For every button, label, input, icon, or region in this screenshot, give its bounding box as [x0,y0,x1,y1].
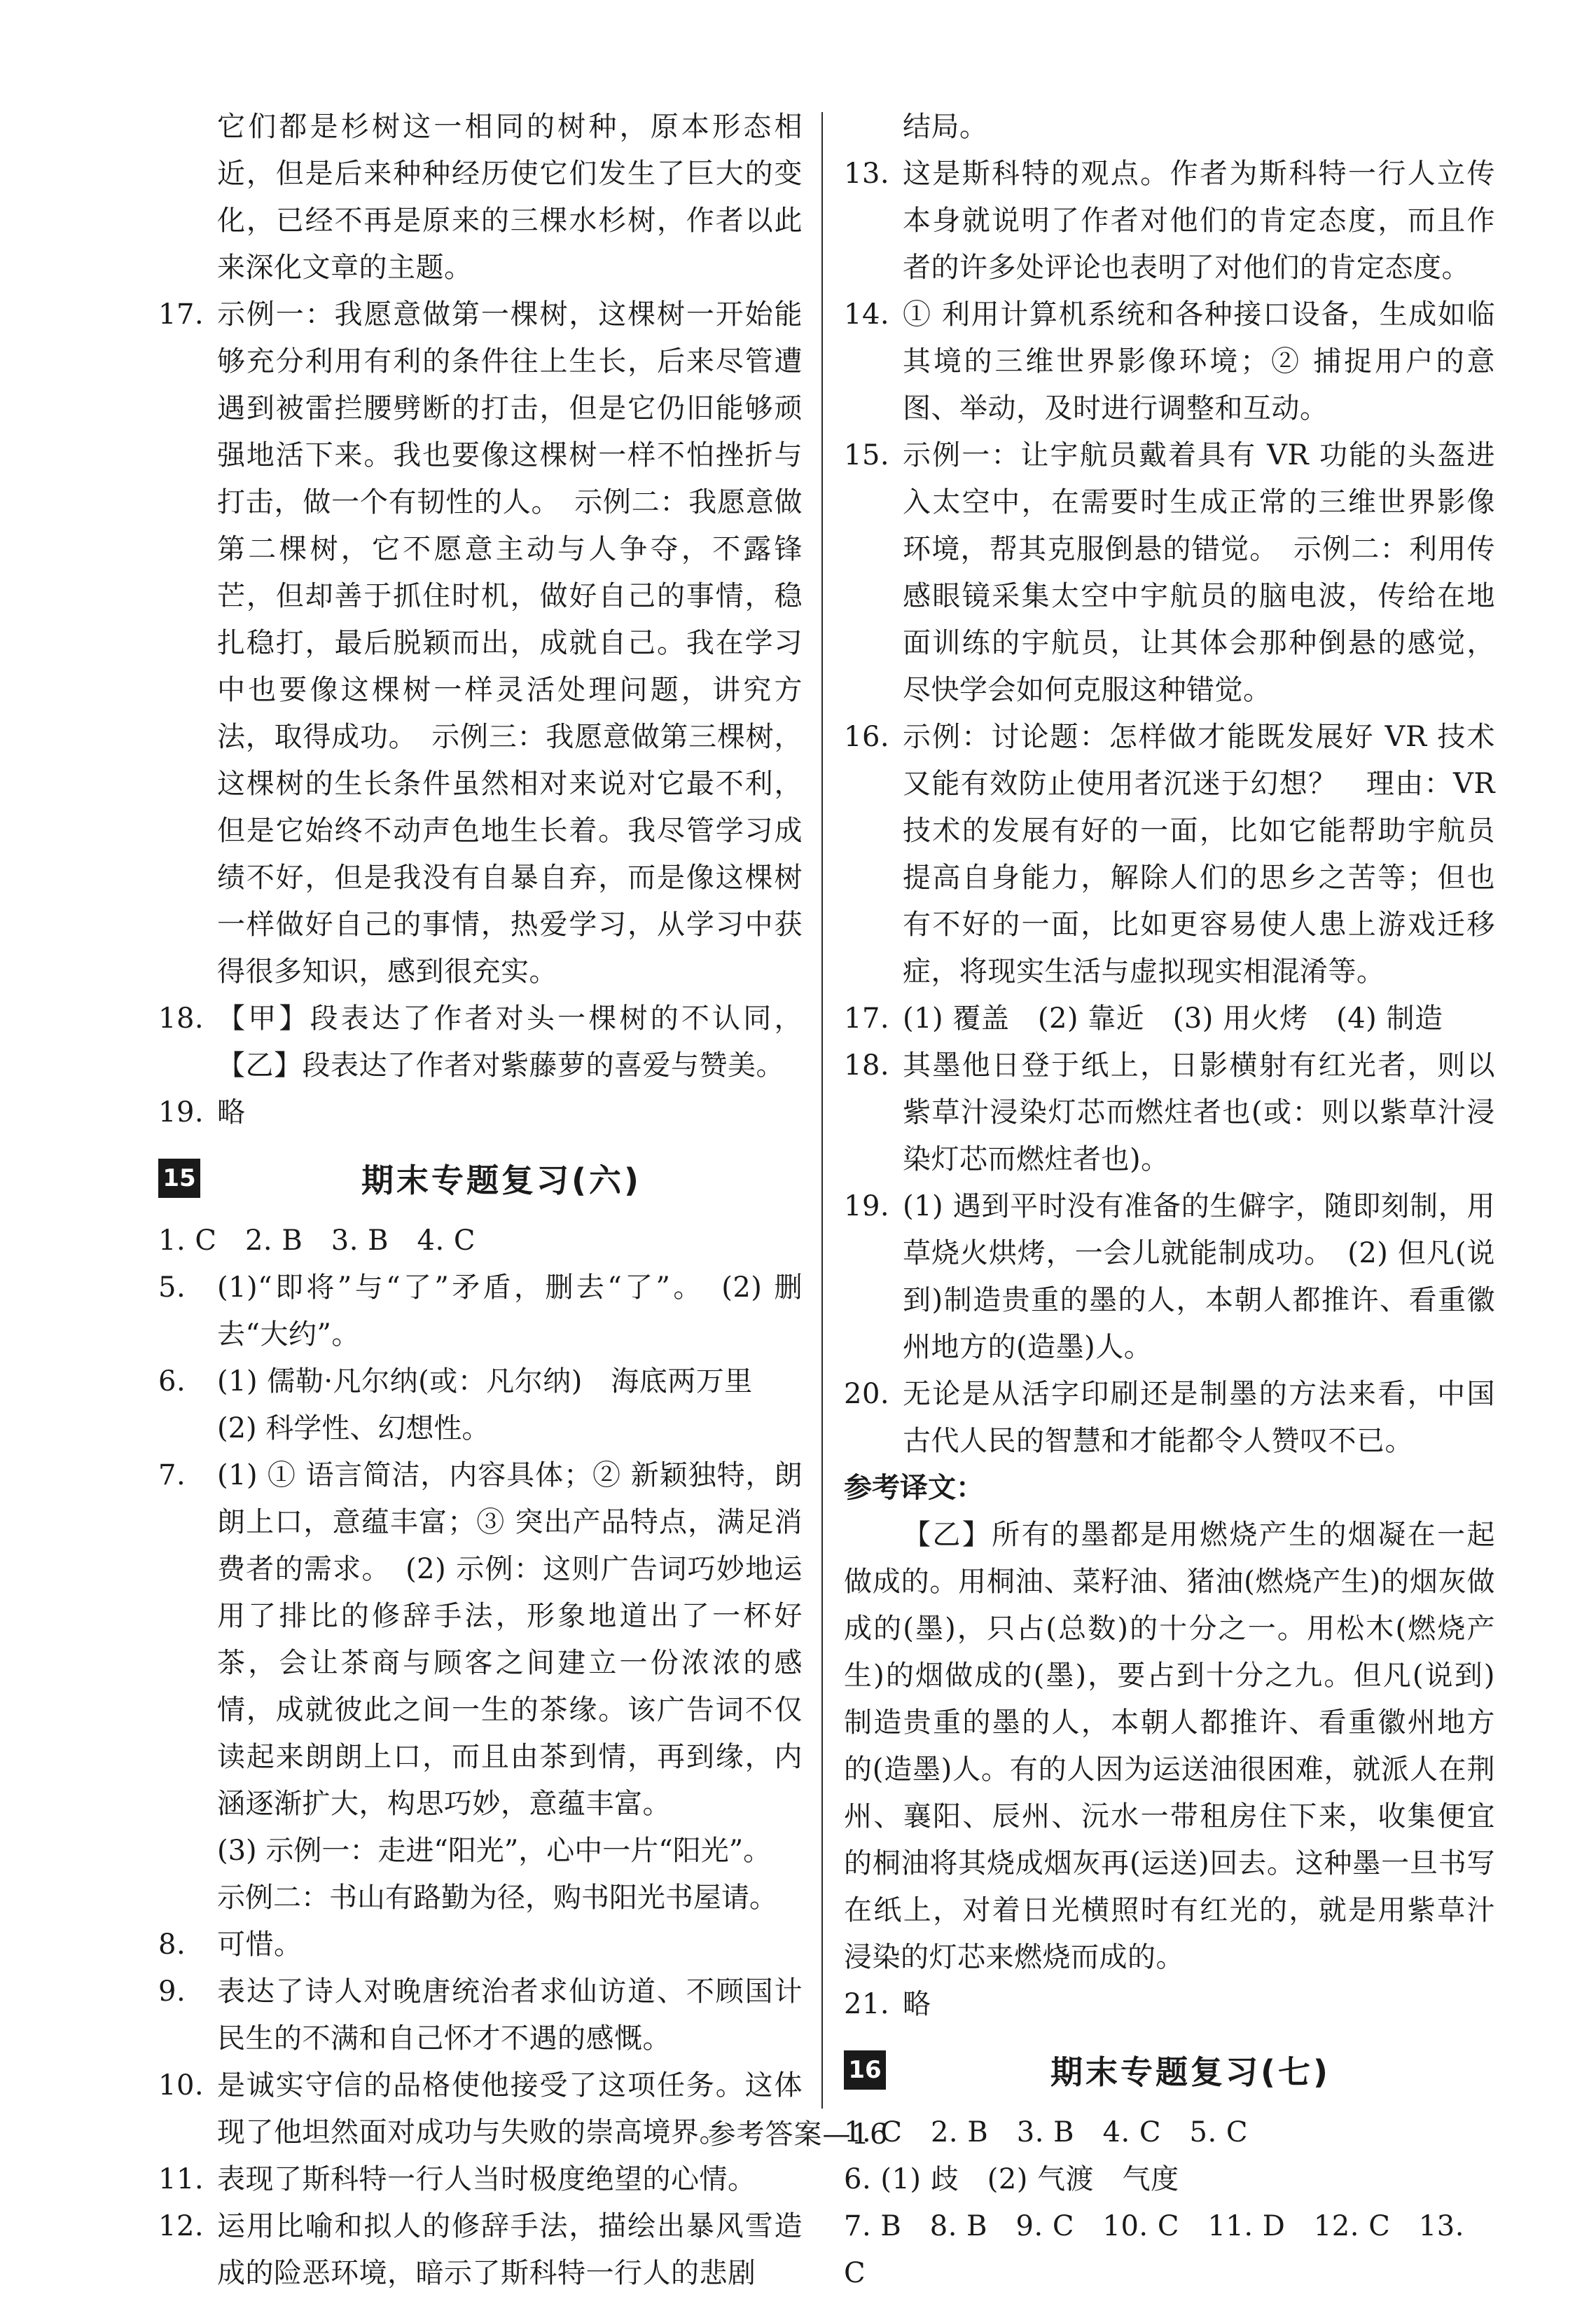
translation-label: 参考译文： [844,1472,984,1504]
item-text: (1) 覆盖 (2) 靠近 (3) 用火烤 (4) 制造 [903,1002,1443,1035]
section-title: 期末专题复习(六) [361,1161,642,1199]
item-number: 19. [158,1096,204,1129]
item-text: 示例一：我愿意做第一棵树，这棵树一开始能够充分利用有利的条件往上生长，后来尽管遭遇到被雷拦腰劈断的打击，但是它仍旧能够顽强地活下来。我也要像这棵树一样不怕挫折与打击，做一个有韧性的人。 示例二：我愿意做第二棵树，它不愿意主动与人争夺，不露锋芒，但却善于抓住时机，做好自己的事情，稳扎稳打，最后脱颖而出，成就自己。我在学习中也要像这棵树一样灵活处理问题，讲究方法，取得成功。 示例三：我愿意做第三棵树，这棵树的生长条件虽然相对来说对它最不利，但是它始终不动声色地生长着。我尽管学习成绩不好，但是我没有自暴自弃，而是像这棵树一样做好自己的事情，热爱学习，从学习中获得很多知识，感到很充实。 [217,298,803,988]
item-text: ① 利用计算机系统和各种接口设备，生成如临其境的三维世界影像环境；② 捕捉用户的意图、举动，及时进行调整和互动。 [903,298,1495,425]
item-number: 20. [844,1378,890,1410]
s15-choice-answers: 1. C 2. B 3. B 4. C [158,1225,476,1257]
item-number: 18. [158,1002,204,1035]
item-number: 19. [844,1190,890,1222]
item-text: 无论是从活字印刷还是制墨的方法来看，中国古代人民的智慧和才能都令人赞叹不已。 [903,1378,1495,1457]
item-number: 9. [158,1975,186,2008]
q16-continuation: 它们都是杉树这一相同的树种，原本形态相近，但是后来种种经历使它们发生了巨大的变化，已经不再是原来的三棵水杉树，作者以此来深化文章的主题。 [217,111,803,284]
item-number: 18. [844,1049,890,1082]
section-header-15 [158,1146,803,1210]
section-badge: 16 [844,2050,886,2090]
s15-answer-item-7 [158,1452,803,1828]
item-text: 表现了斯科特一行人当时极度绝望的心情。 [217,2163,756,2195]
item-number: 16. [844,721,890,753]
s15-answer-item-13 [844,151,1495,291]
item-text: 示例一：让宇航员戴着具有 VR 功能的头盔进入太空中，在需要时生成正常的三维世界影像环境，帮其克服倒悬的错觉。 示例二：利用传感眼镜采集太空中宇航员的脑电波，传给在地面训练的宇航员，让其体会那种倒悬的感觉，尽快学会如何克服这种错觉。 [903,439,1495,706]
s15-answer-item-14 [844,291,1495,432]
s15-answer-item-17 [844,995,1495,1042]
item-text: 其墨他日登于纸上，日影横射有红光者，则以紫草汁浸染灯芯而燃炷者也(或：则以紫草汁浸染灯芯而燃炷者也)。 [903,1049,1495,1175]
page-footer: 参考答案—16 [707,2118,889,2151]
item-text: 运用比喻和拟人的修辞手法，描绘出暴风雪造成的险恶环境，暗示了斯科特一行人的悲剧 [217,2210,803,2289]
item-text: (1) 遇到平时没有准备的生僻字，随即刻制，用草烧火烘烤，一会儿就能制成功。 (2) 但凡(说到)制造贵重的墨的人，本朝人都推许、看重徽州地方的(造墨)人。 [903,1190,1495,1363]
s15-answer-item-8 [158,1922,803,1968]
answer-item-19 [158,1089,803,1136]
item-number: 8. [158,1929,186,1961]
s15-answer-item-20 [844,1371,1495,1465]
item-text: 表达了诗人对晚唐统治者求仙访道、不顾国计民生的不满和自己怀才不遇的感慨。 [217,1975,803,2055]
item-number: 17. [844,1002,890,1035]
section-header-16 [844,2038,1495,2102]
answer-item-18 [158,995,803,1089]
item-text: (1) ① 语言简洁，内容具体；② 新颖独特，朗朗上口，意蕴丰富；③ 突出产品特点，满足消费者的需求。 (2) 示例：这则广告词巧妙地运用了排比的修辞手法，形象地道出了一杯好茶，会让茶商与顾客之间建立一份浓浓的感情，成就彼此之间一生的茶缘。该广告词不仅读起来朗朗上口，而且由茶到情，再到缘，内涵逐渐扩大，构思巧妙，意蕴丰富。 [217,1459,803,1820]
s15-answer-item-15 [844,432,1495,714]
s15-answer-item-6-part2: (2) 科学性、幻想性。 [217,1412,490,1444]
s15-answer-item-7-part3: (3) 示例一：走进“阳光”，心中一片“阳光”。 示例二：书山有路勤为径，购书阳光书屋请。 [217,1835,786,1914]
s15-answer-item-11 [158,2156,803,2203]
s15-answer-item-21 [844,1981,1495,2028]
s15-answer-item-18 [844,1042,1495,1183]
item-text: 略 [217,1096,246,1129]
item-number: 12. [158,2210,204,2242]
right-column [844,104,1495,2297]
left-column [158,104,803,2297]
item-number: 5. [158,1271,186,1304]
item-text: 【甲】段表达了作者对头一棵树的不认同，【乙】段表达了作者对紫藤萝的喜爱与赞美。 [217,1002,803,1082]
s15-answer-item-19 [844,1183,1495,1371]
item-number: 15. [844,439,890,471]
item-number: 13. [844,158,890,190]
answer-item-17 [158,291,803,995]
section-badge: 15 [158,1159,200,1198]
s15-answer-item-5 [158,1264,803,1358]
column-divider [821,112,823,2109]
item-text: 这是斯科特的观点。作者为斯科特一行人立传本身就说明了作者对他们的肯定态度，而且作者的许多处评论也表明了对他们的肯定态度。 [903,158,1495,284]
item-text: 略 [903,1988,931,2020]
s16-choice-answers-2: 7. B 8. B 9. C 10. C 11. D 12. C 13. C [844,2210,1464,2289]
item-text: 是诚实守信的品格使他接受了这项任务。这体现了他坦然面对成功与失败的崇高境界。 [217,2069,803,2148]
q12-continuation: 结局。 [903,111,988,143]
item-text: (1)“即将”与“了”矛盾，删去“了”。 (2) 删去“大约”。 [217,1271,803,1351]
s16-choice-answers-1: 1. C 2. B 3. B 4. C 5. C [844,2116,1248,2148]
translation-text: 【乙】所有的墨都是用燃烧产生的烟凝在一起做成的。用桐油、菜籽油、猪油(燃烧产生)的烟灰做成的(墨)，只占(总数)的十分之一。用松木(燃烧产生)的烟做成的(墨)，要占到十分之九。但凡(说到)制造贵重的墨的人，本朝人都推许、看重徽州地方的(造墨)人。有的人因为运送油很困难，就派人在荆州、襄阳、辰州、沅水一带租房住下来，收集便宜的桐油将其烧成烟灰再(运送)回去。这种墨一旦书写在纸上，对着日光横照时有红光的，就是用紫草汁浸染的灯芯来燃烧而成的。 [844,1519,1495,1973]
section-title: 期末专题复习(七) [1050,2053,1331,2091]
item-number: 14. [844,298,890,331]
s16-answer-item-6: 6. (1) 歧 (2) 气渡 气度 [844,2163,1179,2195]
item-number: 7. [158,1459,186,1491]
s15-answer-item-6 [158,1358,803,1405]
s15-answer-item-16 [844,714,1495,995]
item-number: 21. [844,1988,890,2020]
item-number: 11. [158,2163,204,2195]
item-number: 10. [158,2069,204,2102]
item-number: 17. [158,298,204,331]
item-text: 示例：讨论题：怎样做才能既发展好 VR 技术又能有效防止使用者沉迷于幻想？ 理由：VR 技术的发展有好的一面，比如它能帮助宇航员提高自身能力，解除人们的思乡之苦等；但也有不好的一面，比如更容易使人患上游戏迁移症，将现实生活与虚拟现实相混淆等。 [903,721,1495,988]
item-text: (1) 儒勒·凡尔纳(或：凡尔纳) 海底两万里 [217,1365,753,1398]
s15-answer-item-12 [158,2203,803,2297]
s15-answer-item-9 [158,1968,803,2062]
item-number: 6. [158,1365,186,1398]
item-text: 可惜。 [217,1929,303,1961]
